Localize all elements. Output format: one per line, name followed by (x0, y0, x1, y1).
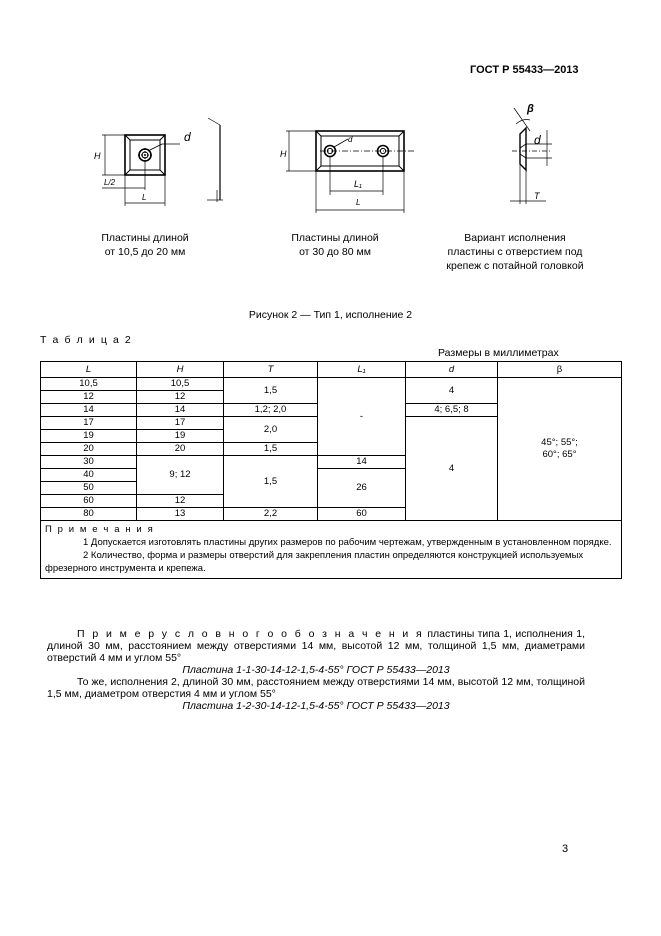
cell-L: 60 (41, 495, 137, 508)
example-lead: П р и м е р у с л о в н о г о о б о з н а ч е н и я (77, 628, 424, 640)
cell-H: 17 (137, 417, 224, 430)
cell-H: 19 (137, 430, 224, 443)
figure-caption: Рисунок 2 — Тип 1, исполнение 2 (248, 309, 413, 321)
cell-L: 14 (41, 404, 137, 417)
label-d: d (534, 133, 541, 147)
cell-H: 12 (137, 495, 224, 508)
document-code: ГОСТ Р 55433—2013 (470, 64, 579, 76)
label-H: H (94, 151, 101, 161)
cell-H: 14 (137, 404, 224, 417)
cell-L: 50 (41, 482, 137, 495)
caption-small-plates: Пластины длиной от 10,5 до 20 мм (101, 232, 189, 258)
col-header-L: L (41, 362, 137, 378)
label-L1: L₁ (354, 179, 362, 189)
cell-H: 20 (137, 443, 224, 456)
cell-L1: 60 (318, 508, 406, 521)
label-d: d (348, 135, 353, 144)
table-header-row (41, 362, 622, 378)
cell-H: 12 (137, 391, 224, 404)
label-T: T (534, 191, 540, 201)
cell-H: 9; 12 (137, 456, 224, 495)
cell-L: 30 (41, 456, 137, 469)
table-notes: П р и м е ч а н и я 1 Допускается изготовлять пластины других размеров по рабочим чертежам, утвержденным в установленном порядке. 2 Количество, форма и размеры отверстий для закрепления пластин определяются конструкцией используемых фрезерного инструмента и крепежа. (41, 521, 622, 579)
countersunk-variant-drawing (490, 96, 570, 216)
cell-T: 1,5 (224, 456, 318, 508)
col-header-T: T (224, 362, 318, 378)
cell-L: 10,5 (41, 378, 137, 391)
designation-1: Пластина 1-1-30-14-12-1,5-4-55° ГОСТ Р 55433—2013 (182, 664, 450, 676)
cell-d: 4 (406, 378, 498, 404)
label-beta: β (527, 103, 534, 115)
col-header-H: H (137, 362, 224, 378)
cell-T: 1,2; 2,0 (224, 404, 318, 417)
cell-L1: - (318, 378, 406, 456)
cell-L1: 14 (318, 456, 406, 469)
col-header-L1: L₁ (318, 362, 406, 378)
cell-d: 4 (406, 417, 498, 521)
cell-d: 4; 6,5; 8 (406, 404, 498, 417)
cell-L: 12 (41, 391, 137, 404)
col-header-beta: β (498, 362, 622, 378)
caption-long-plates: Пластины длиной от 30 до 80 мм (291, 232, 379, 258)
cell-T: 1,5 (224, 443, 318, 456)
label-L: L (356, 198, 361, 207)
cell-L: 17 (41, 417, 137, 430)
label-L2: L/2 (104, 178, 116, 187)
cell-H: 10,5 (137, 378, 224, 391)
cell-T: 1,5 (224, 378, 318, 404)
table-title: Т а б л и ц а 2 (40, 334, 133, 346)
cell-L: 20 (41, 443, 137, 456)
table-units: Размеры в миллиметрах (438, 347, 559, 359)
col-header-d: d (406, 362, 498, 378)
designation-2: Пластина 1-2-30-14-12-1,5-4-55° ГОСТ Р 55433—2013 (182, 700, 450, 712)
label-d: d (184, 130, 191, 144)
table-row (41, 378, 622, 391)
example-text-2: То же, исполнения 2, длиной 30 мм, расстоянием между отверстиями 14 мм, высотой 12 мм, толщиной 1,5 мм, диаметром отверстия 4 мм и углом 55° (47, 676, 585, 700)
cell-L: 40 (41, 469, 137, 482)
small-plate-drawing (80, 100, 230, 210)
cell-T: 2,0 (224, 417, 318, 443)
designation-example (47, 628, 585, 712)
cell-L1: 26 (318, 469, 406, 508)
long-plate-drawing (280, 105, 440, 215)
label-H: H (280, 149, 287, 159)
table-notes-row (41, 521, 622, 579)
cell-T: 2,2 (224, 508, 318, 521)
page-number: 3 (562, 843, 569, 855)
cell-beta: 45°; 55°; 60°; 65° (498, 378, 622, 521)
cell-H: 13 (137, 508, 224, 521)
cell-L: 19 (41, 430, 137, 443)
caption-countersunk-variant: Вариант исполнения пластины с отверстием под крепеж с потайной головкой (446, 232, 584, 272)
cell-L: 80 (41, 508, 137, 521)
label-L: L (142, 193, 147, 202)
example-text-1: пластины типа 1, исполнения 1, длиной 30 мм, расстоянием между отверстиями 14 мм, высотой 12 мм, толщиной 1,5 мм, диаметрами отверстий 4 мм и углом 55° (47, 628, 585, 664)
dimensions-table (40, 361, 622, 579)
